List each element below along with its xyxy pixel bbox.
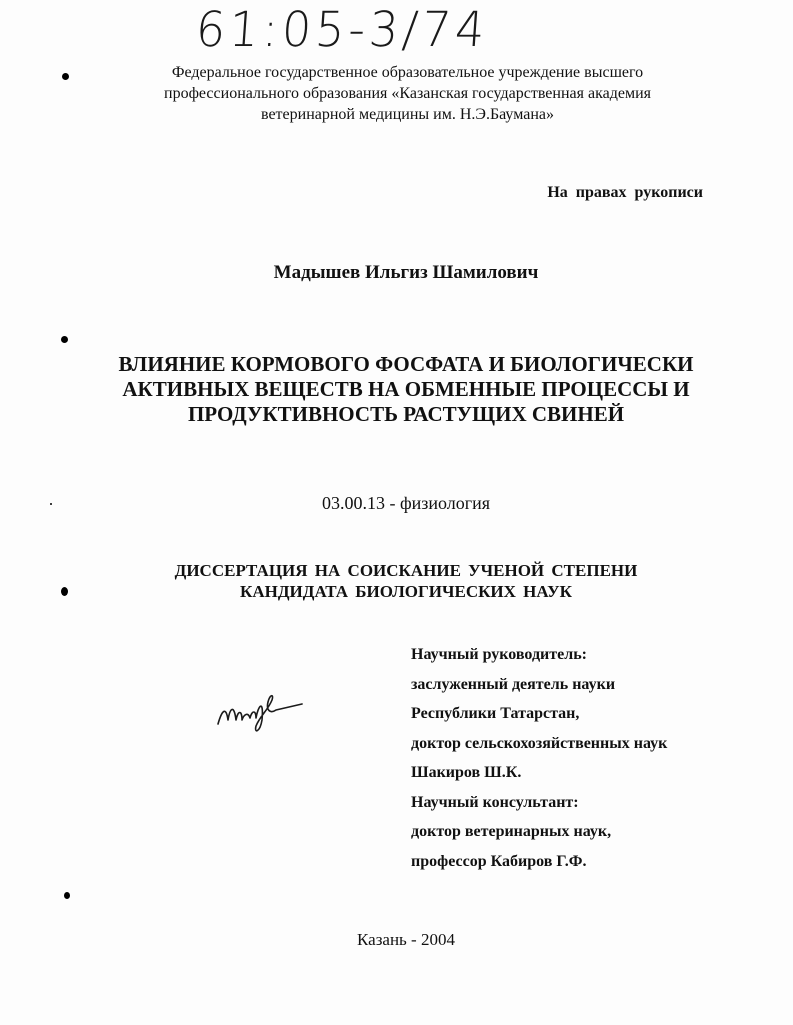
supervisor-line: заслуженный деятель науки — [411, 675, 616, 693]
scan-mark — [61, 336, 68, 343]
degree-line: КАНДИДАТА БИОЛОГИЧЕСКИХ НАУК — [240, 582, 572, 601]
supervisor-line: Республики Татарстан, — [411, 705, 580, 722]
supervisor-line: доктор ветеринарных наук, — [411, 823, 612, 840]
signature-icon — [212, 680, 312, 740]
title-line: ВЛИЯНИЕ КОРМОВОГО ФОСФАТА И БИОЛОГИЧЕСКИ — [118, 352, 694, 376]
supervisor-line: Научный консультант: — [411, 793, 579, 811]
scan-mark — [50, 503, 52, 505]
author-name: Мадышев Ильгиз Шамилович — [273, 262, 539, 283]
institution-line: профессионального образования «Казанская государственная академия — [164, 85, 651, 102]
supervisor-line: профессор Кабиров Г.Ф. — [411, 852, 587, 870]
institution-line: ветеринарной медицины им. Н.Э.Баумана» — [260, 106, 554, 123]
degree-line: ДИССЕРТАЦИЯ НА СОИСКАНИЕ УЧЕНОЙ СТЕПЕНИ — [174, 561, 638, 580]
institution-header — [0, 62, 793, 125]
city-and-year: Казань - 2004 — [357, 930, 455, 949]
supervisor-line: Научный руководитель: — [411, 646, 587, 663]
scan-mark — [62, 73, 69, 80]
scan-mark — [61, 587, 68, 596]
manuscript-rights-note: На правах рукописи — [547, 184, 703, 201]
title-line: АКТИВНЫХ ВЕЩЕСТВ НА ОБМЕННЫЕ ПРОЦЕССЫ И — [122, 377, 690, 401]
scan-mark — [64, 892, 70, 899]
institution-line: Федеральное государственное образовательное учреждение высшего — [171, 64, 644, 81]
supervisor-block — [411, 640, 667, 876]
title-line: ПРОДУКТИВНОСТЬ РАСТУЩИХ СВИНЕЙ — [187, 402, 625, 426]
degree-statement — [0, 560, 793, 602]
handwritten-signature — [212, 680, 312, 745]
handwritten-registration-number: 61:05-3/74 — [194, 0, 491, 58]
specialty-code: 03.00.13 - физиология — [321, 493, 491, 513]
supervisor-line: доктор сельскохозяйственных наук — [411, 734, 668, 752]
supervisor-line: Шакиров Ш.К. — [411, 764, 522, 781]
dissertation-title — [0, 352, 793, 427]
